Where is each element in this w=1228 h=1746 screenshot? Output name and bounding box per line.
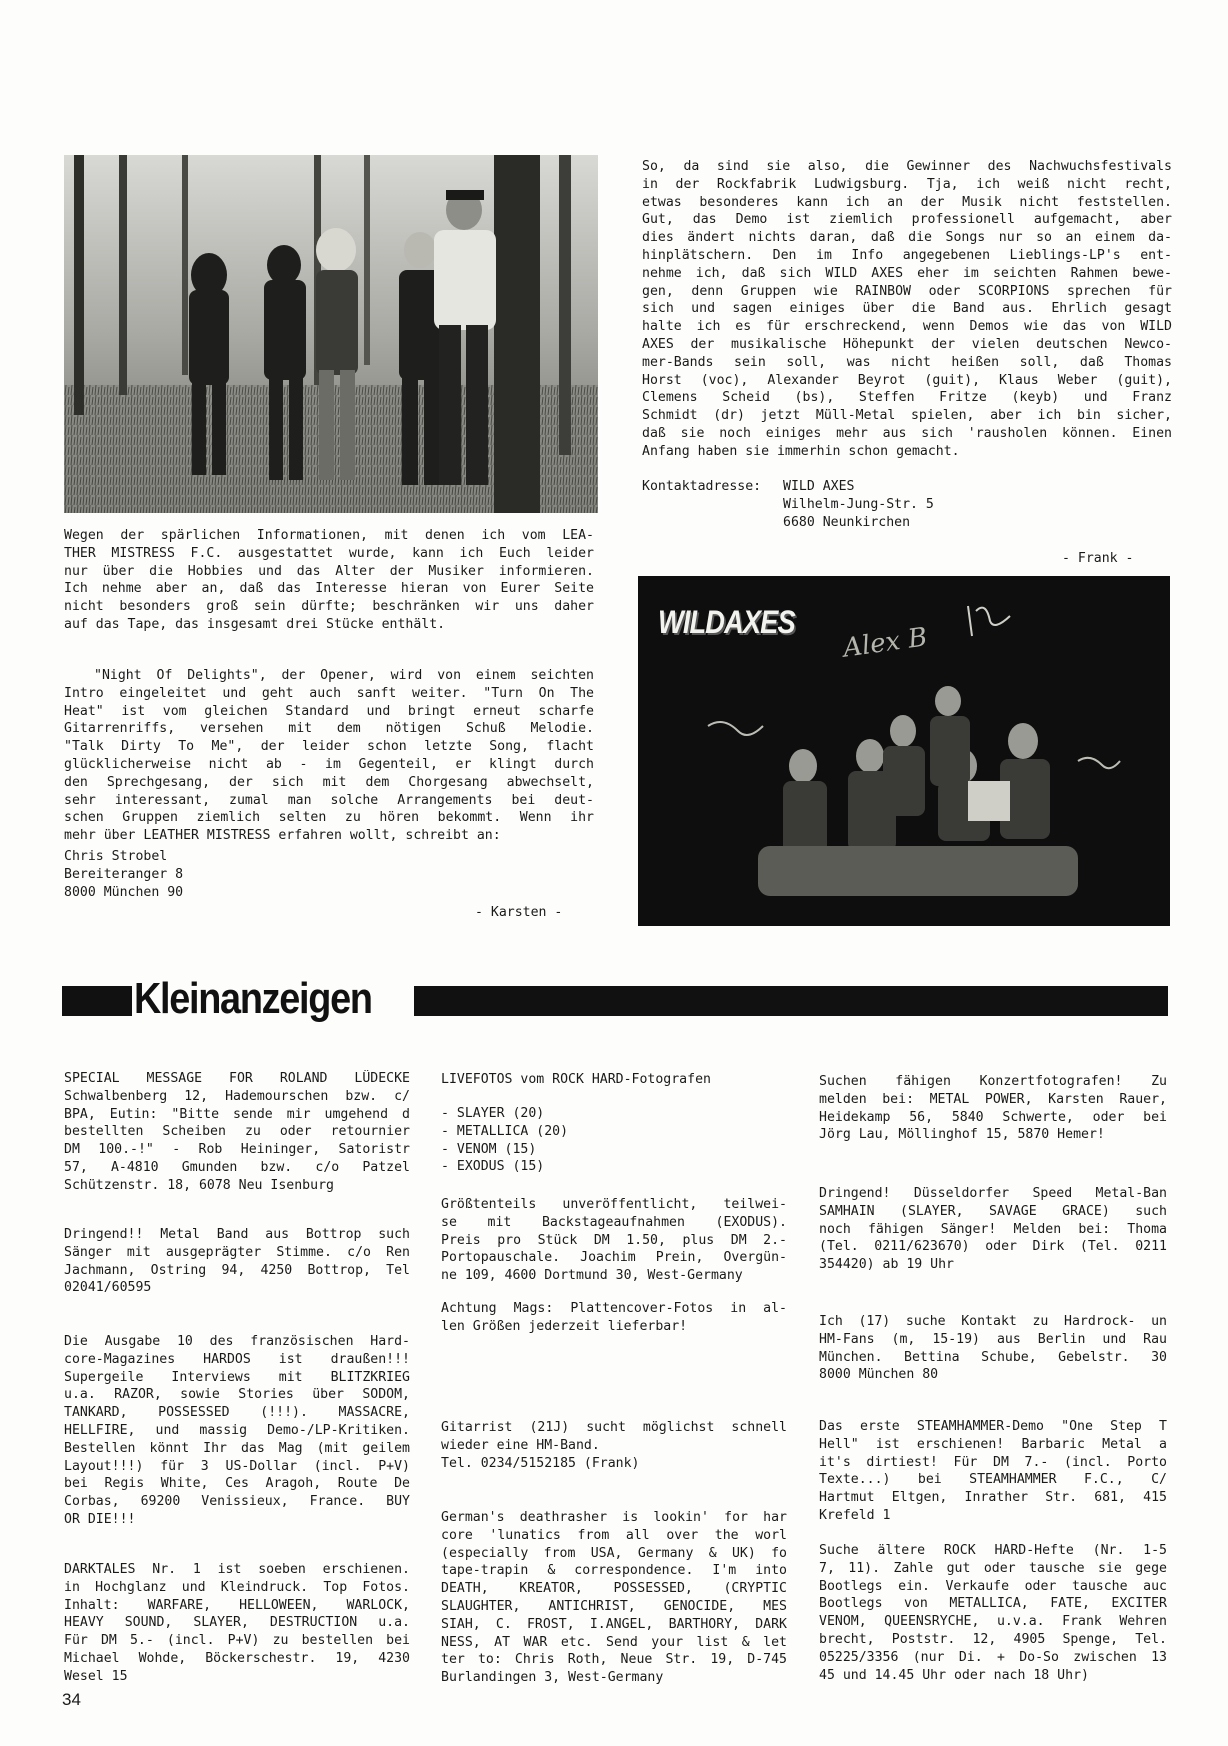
text-line: DEATH, KREATOR, POSSESSED, (CRYPTIC	[441, 1581, 787, 1597]
text-line: DARKTALES Nr. 1 ist soeben erschienen.	[64, 1562, 410, 1577]
text-line: 02041/60595	[64, 1280, 152, 1296]
text-line: Burlandingen 3, West-Germany	[441, 1670, 664, 1686]
text-line: Heat" ist vom gleichen Standard und bringt erneut scharfe	[64, 703, 594, 719]
text-line: Bootlegs ein. Verkaufe oder tausche auc	[819, 1578, 1167, 1594]
text-line: Gut, das Demo ist ziemlich professionell aufgemacht, aber	[642, 212, 1172, 228]
list-item: - EXODUS (15)	[441, 1159, 545, 1175]
text-line: in Hochglanz und Kleindruck. Top Fotos.	[64, 1579, 410, 1595]
text-line: Dringend! Düsseldorfer Speed Metal-Ban	[819, 1186, 1167, 1201]
text-line: Portopauschale. Joachim Prein, Overgün-	[441, 1250, 787, 1266]
text-line: AXES der musikalische Höhepunkt der vielen deutschen Newco-	[642, 336, 1172, 352]
text-line: Ich nehme aber an, daß das Interesse hieran von Eurer Seite	[64, 581, 594, 597]
text-line: Ich (17) suche Kontakt zu Hardrock- un	[819, 1314, 1167, 1329]
text-line: Intro eingeleitet und geht auch sanft weiter. "Turn On The	[64, 685, 594, 701]
autograph: Alex B	[841, 622, 930, 664]
leather-mistress-review-p2	[64, 667, 594, 845]
list-item: - METALLICA (20)	[441, 1123, 569, 1139]
text-line: Supergeile Interviews mit BLITZKRIEG	[64, 1369, 410, 1385]
wild-axes-logo: WILDAXES	[658, 604, 795, 640]
text-line: Gitarrenriffs, versehen mit dem nötigen Schuß Melodie.	[64, 721, 594, 737]
classified-list	[441, 1105, 568, 1176]
text-line: hinplätschern. Den im Info angegebenen Lieblings-LP's ent-	[642, 247, 1172, 263]
text-line: Preis pro Stück DM 1.50, plus DM 2.-	[441, 1232, 787, 1248]
text-line: in der Rockfabrik Ludwigsburg. Tja, ich weiß nicht recht,	[642, 176, 1172, 192]
text-line: bei Regis White, Ces Aragoh, Route De	[64, 1476, 410, 1492]
text-line: Layout!!!) für 3 US-Dollar (incl. P+V)	[64, 1458, 410, 1474]
text-line: VENOM, QUEENSRYCHE, u.v.a. Frank Wehren	[819, 1614, 1167, 1630]
classified-ad: LIVEFOTOS vom ROCK HARD-Fotografen	[441, 1072, 711, 1087]
text-line: Bootlegs von METALLICA, FATE, EXCITER	[819, 1596, 1167, 1612]
text-line: u.a. RAZOR, sowie Stories über SODOM,	[64, 1387, 410, 1403]
text-line: Jörg Lau, Möllinghof 15, 5870 Hemer!	[819, 1127, 1105, 1143]
text-line: Das erste STEAMHAMMER-Demo "One Step T	[819, 1419, 1167, 1434]
banner-bar-left	[62, 986, 132, 1016]
text-line: etwas besonderes kann ich an der Musik nicht feststellen.	[642, 194, 1172, 210]
text-line: glücklicherweise nicht ab - im Gegenteil, er klingt durch	[64, 756, 594, 772]
wild-axes-review	[642, 158, 1172, 461]
text-line: Hartmut Eltgen, Inrather Str. 681, 415	[819, 1490, 1167, 1506]
text-line: Heidekamp 56, 5840 Schwerte, oder bei	[819, 1109, 1167, 1125]
classified-ad	[819, 1418, 1167, 1525]
band-photo-wild-axes	[638, 576, 1170, 926]
classified-ad	[441, 1509, 787, 1687]
text-line: daß sie noch einiges mehr aus sich 'rausholen können. Einen	[642, 425, 1172, 441]
text-line: Horst (voc), Alexander Beyrot (guit), Klaus Weber (guit),	[642, 372, 1172, 388]
text-line: bestellten Scheiben zu oder retournier	[64, 1124, 410, 1140]
text-line: nur über die Hobbies und das Alter der Musiker informieren.	[64, 563, 594, 579]
text-line: ne 109, 4600 Dortmund 30, West-Germany	[441, 1268, 743, 1284]
page-number: 34	[62, 1690, 81, 1709]
author-karsten: - Karsten -	[475, 905, 563, 920]
author-frank: - Frank -	[1062, 551, 1134, 566]
band-photo-leather-mistress	[64, 155, 598, 513]
text-line: (Tel. 0211/623670) oder Dirk (Tel. 0211	[819, 1239, 1167, 1255]
contact-line: 6680 Neunkirchen	[783, 514, 911, 530]
text-line: 354420) ab 19 Uhr	[819, 1257, 954, 1273]
classified-ad	[441, 1419, 787, 1472]
text-line: SAMHAIN (SLAYER, SAVAGE GRACE) such	[819, 1203, 1167, 1219]
text-line: Jachmann, Ostring 94, 4250 Bottrop, Tel	[64, 1262, 410, 1278]
text-line: core 'lunatics from all over the worl	[441, 1527, 787, 1543]
text-line: Suchen fähigen Konzertfotografen! Zu	[819, 1074, 1167, 1089]
text-line: NESS, AT WAR etc. Send your list & let	[441, 1634, 787, 1650]
contact-line: Wilhelm-Jung-Str. 5	[783, 496, 934, 512]
classified-ad	[819, 1185, 1167, 1274]
classified-ad	[819, 1542, 1167, 1684]
text-line: noch fähigen Sänger! Melden bei: Thoma	[819, 1221, 1167, 1237]
text-line: Gitarrist (21J) sucht möglichst schnell	[441, 1420, 787, 1435]
text-line: Schmidt (dr) jetzt Müll-Metal spielen, aber ich bin sicher,	[642, 408, 1172, 424]
address-line: Bereiteranger 8	[64, 866, 184, 882]
list-item: - VENOM (15)	[441, 1141, 537, 1157]
text-line: gen, denn Gruppen wie RAINBOW oder SCORPIONS sprechen für	[642, 283, 1172, 299]
leather-mistress-review-p1	[64, 527, 594, 634]
text-line: auf das Tape, das insgesamt drei Stücke enthält.	[64, 616, 446, 632]
text-line: len Größen jederzeit lieferbar!	[441, 1318, 688, 1334]
text-line: mehr über LEATHER MISTRESS erfahren wollt, schreibt an:	[64, 828, 501, 844]
text-line: tape-trapin & correspondence. I'm into	[441, 1563, 787, 1579]
classified-ad	[441, 1300, 787, 1336]
text-line: 05225/3356 (nur Di. + Do-So zwischen 13	[819, 1649, 1167, 1665]
section-title: Kleinanzeigen	[134, 974, 372, 1023]
text-line: 8000 München 80	[819, 1367, 939, 1383]
contact-address	[783, 478, 934, 531]
text-line: halte ich es für erschreckend, wenn Demos wie das von WILD	[642, 319, 1172, 335]
text-line: (especially from USA, Germany & UK) fo	[441, 1545, 787, 1561]
text-line: se mit Backstageaufnahmen (EXODUS).	[441, 1214, 787, 1230]
text-line: 57, A-4810 Gmunden bzw. c/o Patzel	[64, 1159, 410, 1175]
text-line: Achtung Mags: Plattencover-Fotos in al-	[441, 1301, 787, 1316]
text-line: HM-Fans (m, 15-19) aus Berlin und Rau	[819, 1331, 1167, 1347]
text-line: Tel. 0234/5152185 (Frank)	[441, 1455, 640, 1471]
text-line: sich und sagen einiges über die Band aus. Ehrlich gesagt	[642, 301, 1172, 317]
text-line: Schwalbenberg 12, Hademourschen bzw. c/	[64, 1088, 410, 1104]
text-line: BPA, Eutin: "Bitte sende mir umgehend d	[64, 1106, 410, 1122]
text-line: München. Bettina Schube, Gebelstr. 30	[819, 1349, 1167, 1365]
text-line: schen Gruppen ziemlich selten zu hören bekommt. Wenn ihr	[64, 810, 594, 826]
text-line: TANKARD, POSSESSED (!!!). MASSACRE,	[64, 1405, 410, 1421]
text-line: HEAVY SOUND, SLAYER, DESTRUCTION u.a.	[64, 1615, 410, 1631]
address-line: Chris Strobel	[64, 849, 168, 864]
text-line: DM 100.-!" - Rob Heininger, Satoristr	[64, 1142, 410, 1158]
text-line: Anfang haben sie immerhin schon gemacht.	[642, 443, 960, 459]
contact-line: WILD AXES	[783, 479, 855, 494]
text-line: Für DM 5.- (incl. P+V) zu bestellen bei	[64, 1633, 410, 1649]
classified-ad	[64, 1333, 410, 1529]
classified-ad	[819, 1313, 1167, 1384]
text-line: melden bei: METAL POWER, Karsten Rauer,	[819, 1091, 1167, 1107]
list-item: - SLAYER (20)	[441, 1106, 545, 1121]
text-line: core-Magazines HARDOS ist draußen!!!	[64, 1351, 410, 1367]
text-line: mer-Bands sein soll, was nicht heißen soll, daß Thomas	[642, 354, 1172, 370]
text-line: Dringend!! Metal Band aus Bottrop such	[64, 1227, 410, 1242]
text-line: German's deathrasher is lookin' for har	[441, 1510, 787, 1525]
text-line: "Night Of Delights", der Opener, wird von einem seichten	[94, 668, 594, 683]
text-line: Texte...) bei STEAMHAMMER F.C., C/	[819, 1472, 1167, 1488]
text-line: HELLFIRE, und massig Demo-/LP-Kritiken.	[64, 1422, 410, 1438]
address-line: 8000 München 90	[64, 884, 184, 900]
text-line: dies ändert nichts daran, daß die Songs nur so an einem da-	[642, 230, 1172, 246]
banner-bar-right	[414, 986, 1168, 1016]
text-line: So, da sind sie also, die Gewinner des Nachwuchsfestivals	[642, 159, 1172, 174]
text-line: Michael Wohde, Böckerschestr. 19, 4230	[64, 1650, 410, 1666]
text-line: "Talk Dirty To Me", der leider schon letzte Song, flacht	[64, 739, 594, 755]
text-line: ter to: Chris Roth, Neue Str. 19, D-745	[441, 1652, 787, 1668]
leather-mistress-address	[64, 848, 183, 901]
text-line: Krefeld 1	[819, 1507, 891, 1523]
text-line: Hell" ist erschienen! Barbaric Metal a	[819, 1436, 1167, 1452]
text-line: Wesel 15	[64, 1668, 128, 1684]
text-line: Größtenteils unveröffentlicht, teilwei-	[441, 1197, 787, 1212]
text-line: sehr interessant, zumal man solche Arrangements bei deut-	[64, 792, 594, 808]
text-line: SIAH, C. FROST, I.ANGEL, BARTHORY, DARK	[441, 1616, 787, 1632]
text-line: THER MISTRESS F.C. ausgestattet wurde, kann ich Euch leider	[64, 545, 594, 561]
text-line: nehme ich, daß sich WILD AXES eher im seichten Rahmen bewe-	[642, 265, 1172, 281]
text-line: Corbas, 69200 Venissieux, France. BUY	[64, 1494, 410, 1510]
text-line: SPECIAL MESSAGE FOR ROLAND LÜDECKE	[64, 1071, 410, 1086]
section-banner	[62, 974, 1168, 1023]
text-line: it's dirtiest! Für DM 7.- (incl. Porto	[819, 1454, 1167, 1470]
text-line: brecht, Poststr. 12, 4905 Spenge, Tel.	[819, 1631, 1167, 1647]
text-line: Bestellen könnt Ihr das Mag (mit geilem	[64, 1440, 410, 1456]
classified-ad	[819, 1073, 1167, 1144]
text-line: 45 und 14.45 Uhr oder nach 18 Uhr)	[819, 1667, 1089, 1683]
classified-ad	[64, 1561, 410, 1686]
text-line: Suche ältere ROCK HARD-Hefte (Nr. 1-5	[819, 1543, 1167, 1558]
text-line: Clemens Scheid (bs), Steffen Fritze (keyb) und Franz	[642, 390, 1172, 406]
text-line: Die Ausgabe 10 des französischen Hard-	[64, 1334, 410, 1349]
text-line: wieder eine HM-Band.	[441, 1437, 600, 1453]
classified-ad	[64, 1070, 410, 1195]
text-line: Schützenstr. 18, 6078 Neu Isenburg	[64, 1177, 334, 1193]
text-line: OR DIE!!!	[64, 1511, 136, 1527]
text-line: den Sprechgesang, der sich mit dem Chorgesang abwechselt,	[64, 774, 594, 790]
text-line: Sänger mit ausgeprägter Stimme. c/o Ren	[64, 1244, 410, 1260]
contact-label: Kontaktadresse:	[642, 479, 762, 494]
text-line: Wegen der spärlichen Informationen, mit denen ich vom LEA-	[64, 528, 594, 543]
text-line: 7, 11). Zahle gut oder tausche sie gege	[819, 1560, 1167, 1576]
text-line: nicht besonders groß sein dürfte; beschränken wir uns daher	[64, 599, 594, 615]
classified-ad	[441, 1196, 787, 1285]
text-line: SLAUGHTER, ANTICHRIST, GENOCIDE, MES	[441, 1598, 787, 1614]
classified-ad	[64, 1226, 410, 1297]
text-line: Inhalt: WARFARE, HELLOWEEN, WARLOCK,	[64, 1597, 410, 1613]
